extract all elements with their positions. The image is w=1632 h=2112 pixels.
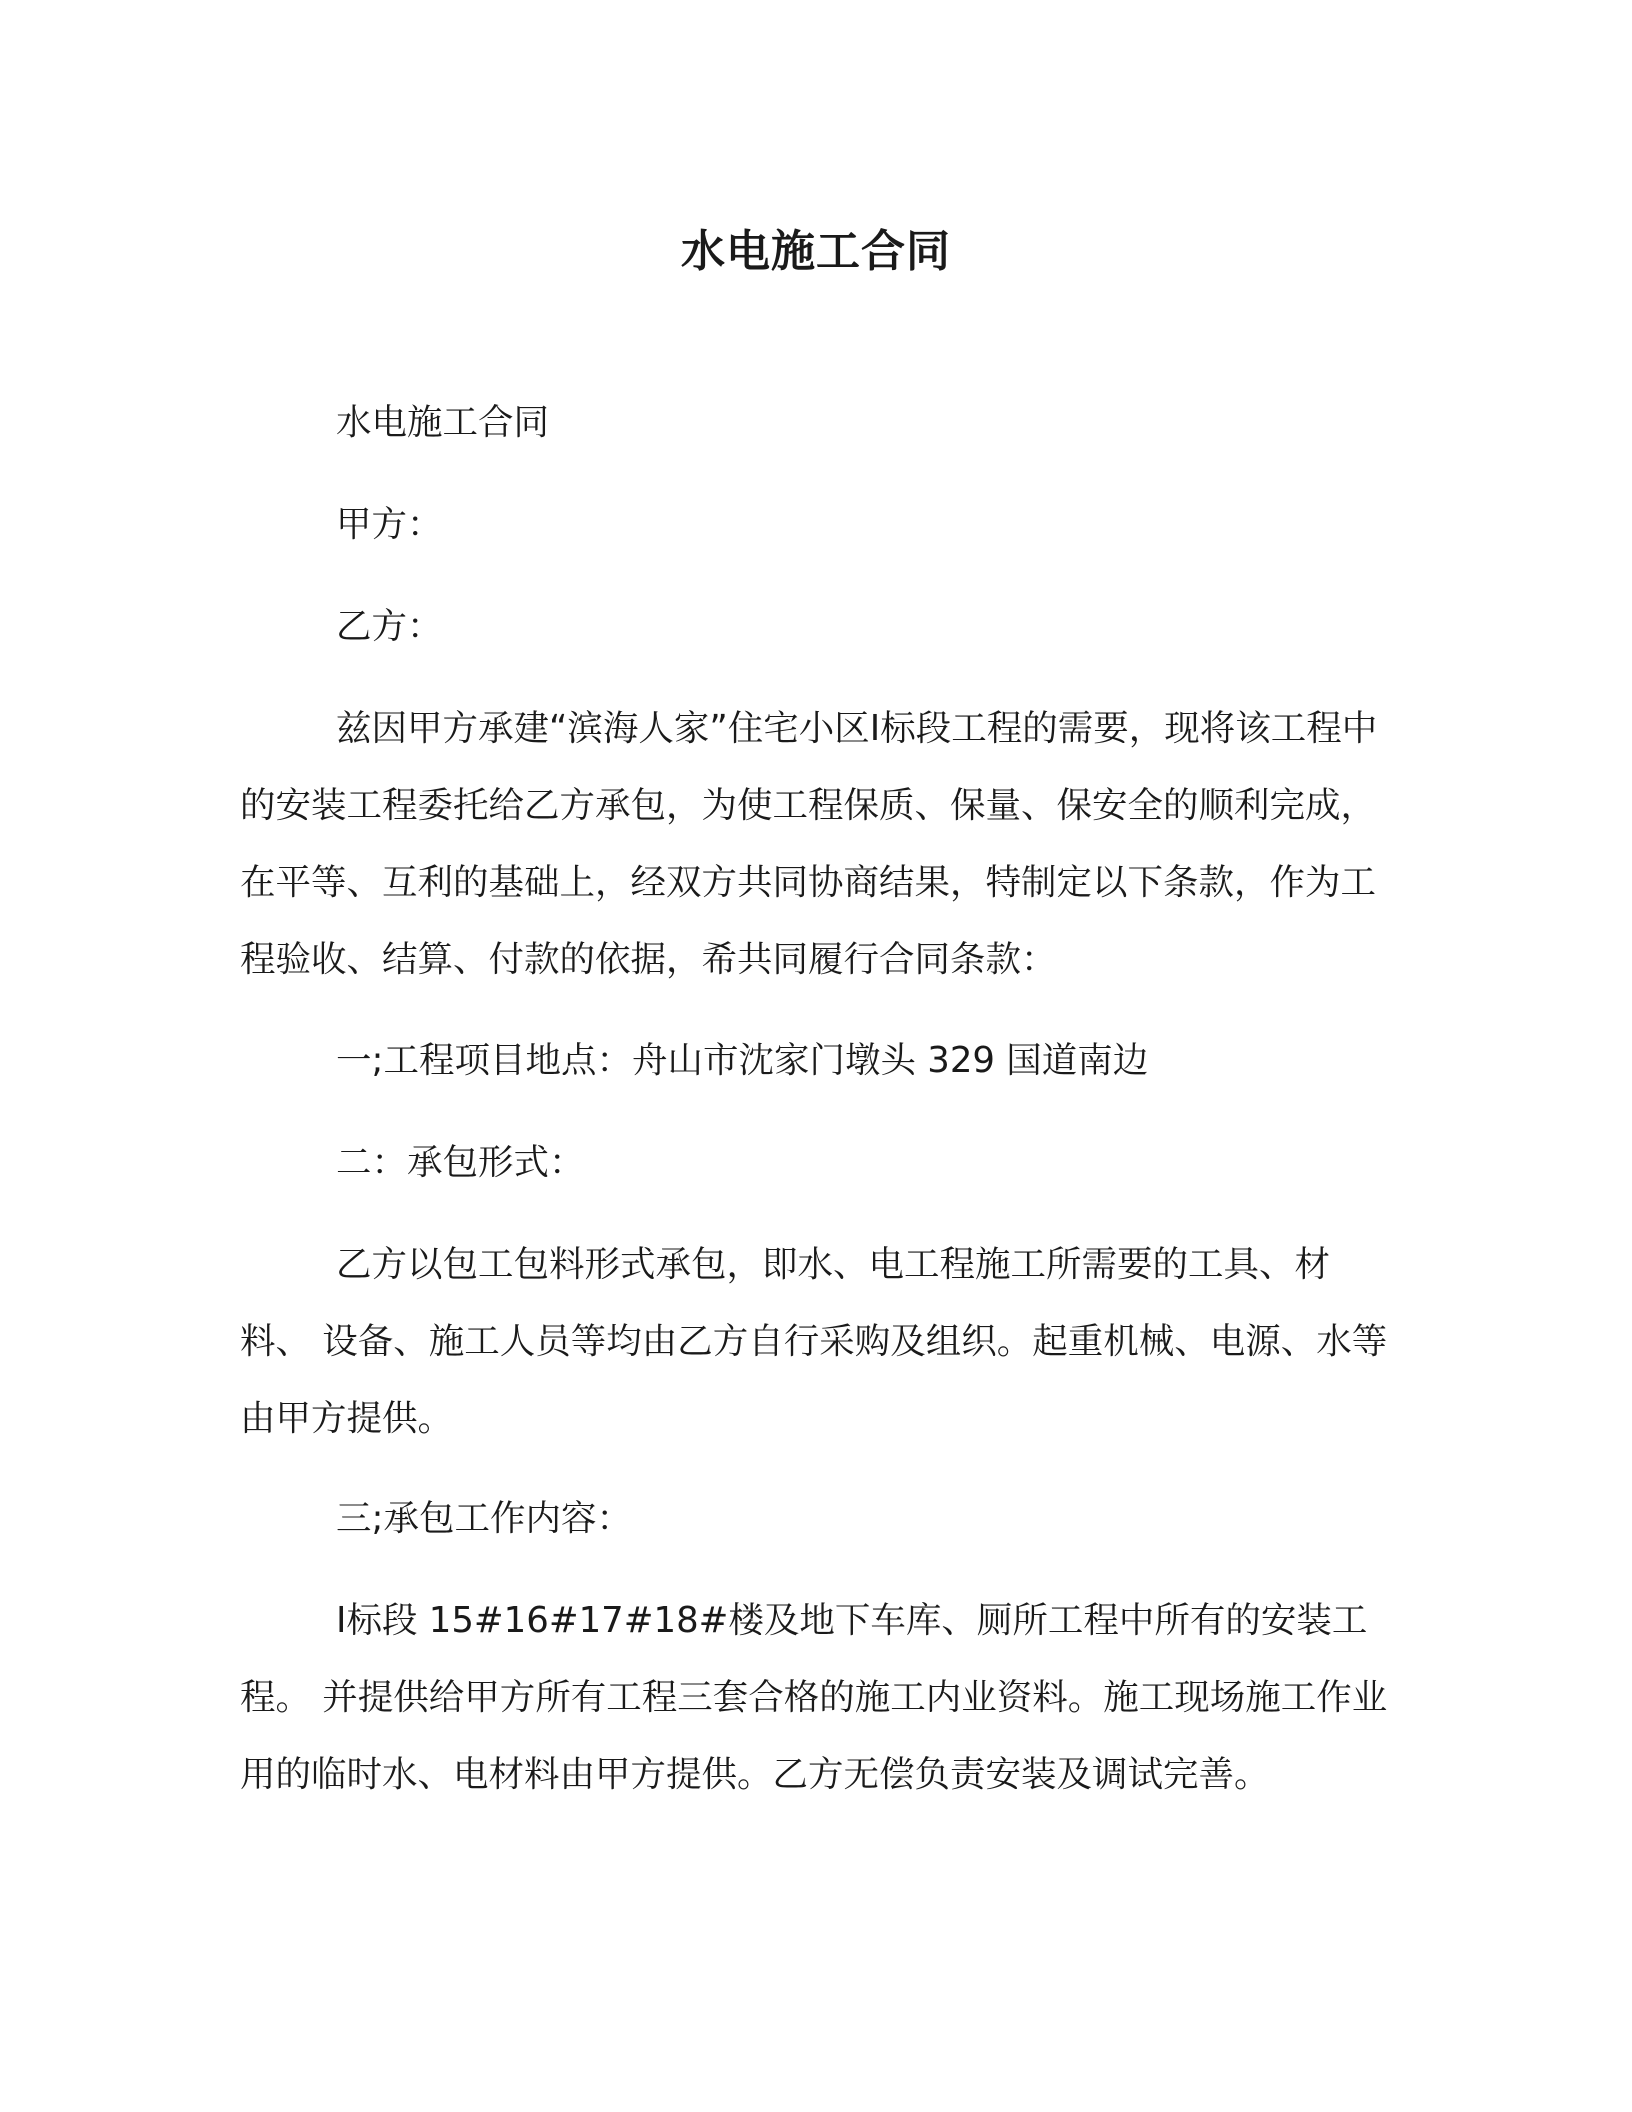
party-a-line: 甲方： xyxy=(336,504,443,545)
subtitle: 水电施工合同 xyxy=(336,402,550,443)
section-3-heading: 三;承包工作内容： xyxy=(336,1498,632,1539)
section-2-body: 乙方以包工包料形式承包，即水、电工程施工所需要的工具、材料、 设备、施工人员等均由乙方自行采购及组织。起重机械、电源、水等 由甲方提供。 xyxy=(240,1244,1388,1439)
party-b-line: 乙方： xyxy=(336,606,443,647)
section-1-location: 一;工程项目地点：舟山市沈家门墩头 329 国道南边 xyxy=(336,1040,1149,1081)
section-3-body: Ⅰ标段 15#16#17#18#楼及地下车库、厕所工程中所有的安装工程。 并提供给甲方所有工程三套合格的施工内业资料。施工现场施工作业 用的临时水、电材料由甲方提供。乙方无偿负责安装及调试完善。 xyxy=(240,1600,1388,1795)
section-2-heading: 二：承包形式： xyxy=(336,1142,585,1183)
document-title: 水电施工合同 xyxy=(681,226,951,277)
intro-paragraph: 兹因甲方承建“滨海人家”住宅小区Ⅰ标段工程的需要，现将该工程中的安装工程委托给乙方承包，为使工程保质、保量、保安全的顺利完成，在平等、互利的基础上，经双方共同协商结果，特制定以下条款，作为工程验收、结算、付款的依据，希共同履行合同条款： xyxy=(240,708,1378,980)
